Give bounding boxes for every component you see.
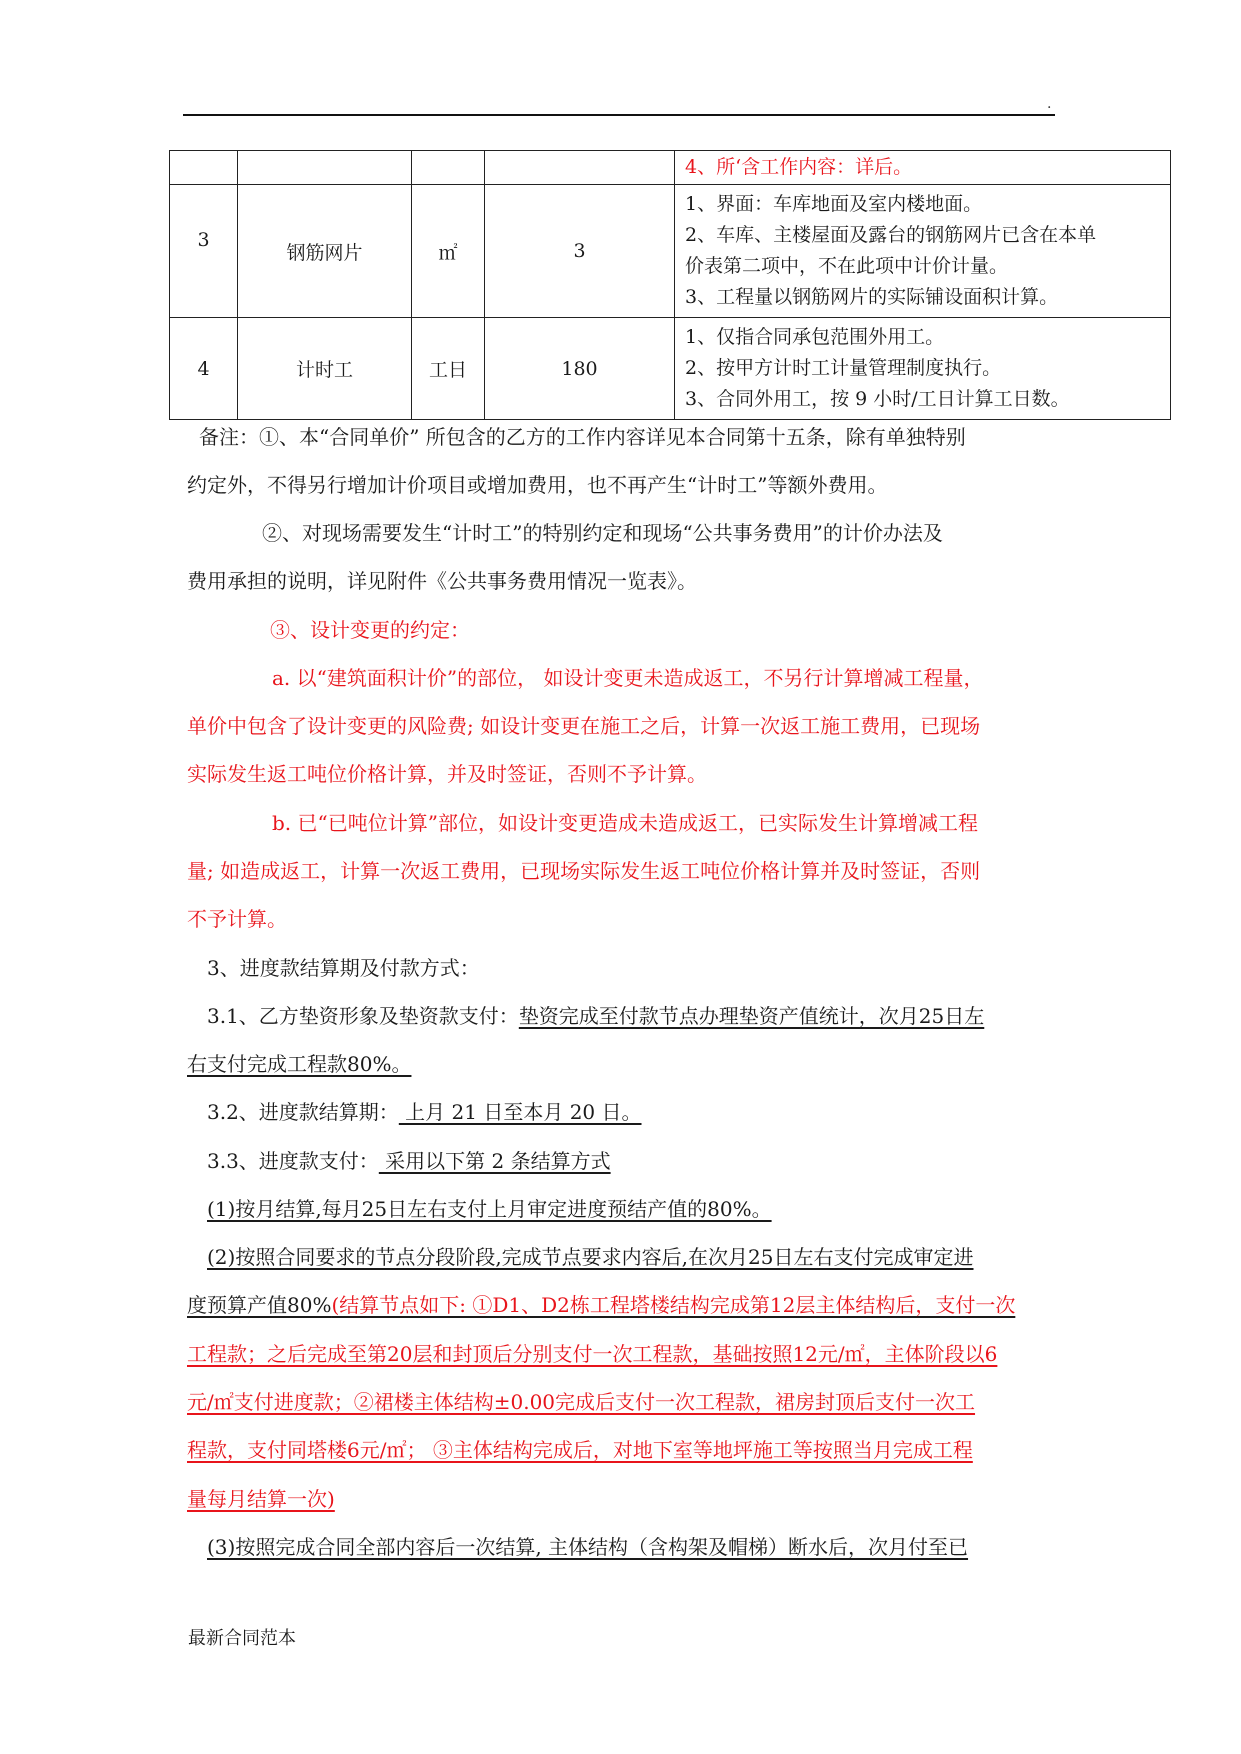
desc-line: 3、工程量以钢筋网片的实际铺设面积计算。: [685, 286, 1059, 308]
cell-desc: [675, 318, 1171, 420]
desc-line: 3、合同外用工，按 9 小时/工日计算工日数。: [685, 388, 1070, 410]
note-1-line-1: 备注：①、本“合同单价” 所包含的乙方的工作内容详见本合同第十五条，除有单独特别: [199, 425, 966, 449]
footer-label: 最新合同范本: [188, 1628, 296, 1649]
cell-unit: 工日: [412, 318, 485, 420]
header-mark: .: [1047, 96, 1052, 112]
clause-a-line-3: 实际发生返工吨位价格计算，并及时签证，否则不予计算。: [187, 762, 707, 786]
desc-line: 2、按甲方计时工计量管理制度执行。: [685, 357, 1002, 379]
desc-line: 1、界面：车库地面及室内楼地面。: [685, 193, 983, 215]
table-row: [170, 318, 1171, 420]
payment-3-2: [207, 1099, 642, 1125]
cell-desc: [675, 151, 1171, 185]
cell-name: [238, 151, 412, 185]
payment-heading: 3、进度款结算期及付款方式：: [207, 956, 480, 980]
cell-name: 计时工: [238, 318, 412, 420]
payment-3-3: [207, 1148, 611, 1174]
method-1: (1)按月结算,每月25日左右支付上月审定进度预结产值的80%。: [207, 1197, 772, 1221]
cell-unit: [412, 151, 485, 185]
desc-line: 4、所‘含工作内容：详后。: [685, 156, 913, 178]
payment-3-2-label: 3.2、进度款结算期：: [207, 1100, 399, 1124]
cell-name: 钢筋网片: [238, 185, 412, 318]
clause-b-line-2: 量; 如造成返工，计算一次返工费用，已现场实际发生返工吨位价格计算并及时签证，否则: [187, 859, 981, 883]
desc-line: 2、车库、主楼屋面及露台的钢筋网片已含在本单: [685, 224, 1097, 246]
table-row: [170, 151, 1171, 185]
cell-price: 3: [485, 185, 675, 318]
payment-3-1: [207, 1003, 984, 1029]
payment-3-2-value: 上月 21 日至本月 20 日。: [398, 1100, 642, 1124]
clause-a-line-1: a. 以“建筑面积计价”的部位， 如设计变更未造成返工，不另行计算增减工程量，: [272, 666, 984, 690]
clause-a-line-2: 单价中包含了设计变更的风险费; 如设计变更在施工之后，计算一次返工施工费用，已现场: [187, 714, 981, 738]
method-2-line-1: (2)按照合同要求的节点分段阶段,完成节点要求内容后,在次月25日左右支付完成审定进: [207, 1245, 974, 1269]
table-row: [170, 185, 1171, 318]
cell-desc: [675, 185, 1171, 318]
method-3: (3)按照完成合同全部内容后一次结算, 主体结构（含构架及帽梯）断水后，次月付至已: [207, 1535, 969, 1559]
note-2-line-2: 费用承担的说明，详见附件《公共事务费用情况一览表》。: [187, 569, 697, 593]
method-2-line-4: 元/㎡支付进度款；②裙楼主体结构±0.00完成后支付一次工程款，裙房封顶后支付一次工: [187, 1390, 976, 1414]
header-rule: [183, 114, 1055, 116]
clause-b-line-3: 不予计算。: [187, 907, 287, 931]
method-2-line-5: 程款，支付同塔楼6元/㎡； ③主体结构完成后，对地下室等地坪施工等按照当月完成工程: [187, 1438, 973, 1462]
cell-unit: ㎡: [412, 185, 485, 318]
cell-no: 3: [170, 185, 238, 318]
unit-price-table: [169, 150, 1171, 420]
cell-price: 180: [485, 318, 675, 420]
note-1-line-2: 约定外，不得另行增加计价项目或增加费用，也不再产生“计时工”等额外费用。: [187, 473, 888, 497]
method-2-line-6: 量每月结算一次): [187, 1487, 335, 1511]
method-2-line-2-black: 度预算产值80%: [187, 1293, 332, 1317]
note-2-line-1: ②、对现场需要发生“计时工”的特别约定和现场“公共事务费用”的计价办法及: [262, 521, 943, 545]
cell-no: 4: [170, 318, 238, 420]
cell-price: [485, 151, 675, 185]
method-2-line-2: [187, 1292, 1015, 1318]
payment-3-1-value: 垫资完成至付款节点办理垫资产值统计，次月25日左: [518, 1004, 985, 1028]
desc-line: 1、仅指合同承包范围外用工。: [685, 326, 945, 348]
payment-3-3-value: 采用以下第 2 条结算方式: [378, 1149, 611, 1173]
payment-3-1-line-2: 右支付完成工程款80%。: [187, 1052, 412, 1076]
method-2-line-3: 工程款；之后完成至第20层和封顶后分别支付一次工程款，基础按照12元/㎡，主体阶段以6: [187, 1342, 998, 1366]
method-2-line-2-red: (结算节点如下: ①D1、D2栋工程塔楼结构完成第12层主体结构后，支付一次: [331, 1293, 1016, 1317]
cell-no: [170, 151, 238, 185]
clause-b-line-1: b. 已“已吨位计算”部位，如设计变更造成未造成返工，已实际发生计算增减工程: [272, 811, 978, 835]
payment-3-1-label: 3.1、乙方垫资形象及垫资款支付：: [207, 1004, 519, 1028]
desc-line: 价表第二项中，不在此项中计价计量。: [685, 255, 1009, 277]
note-3-title: ③、设计变更的约定：: [270, 618, 470, 642]
payment-3-3-label: 3.3、进度款支付：: [207, 1149, 379, 1173]
